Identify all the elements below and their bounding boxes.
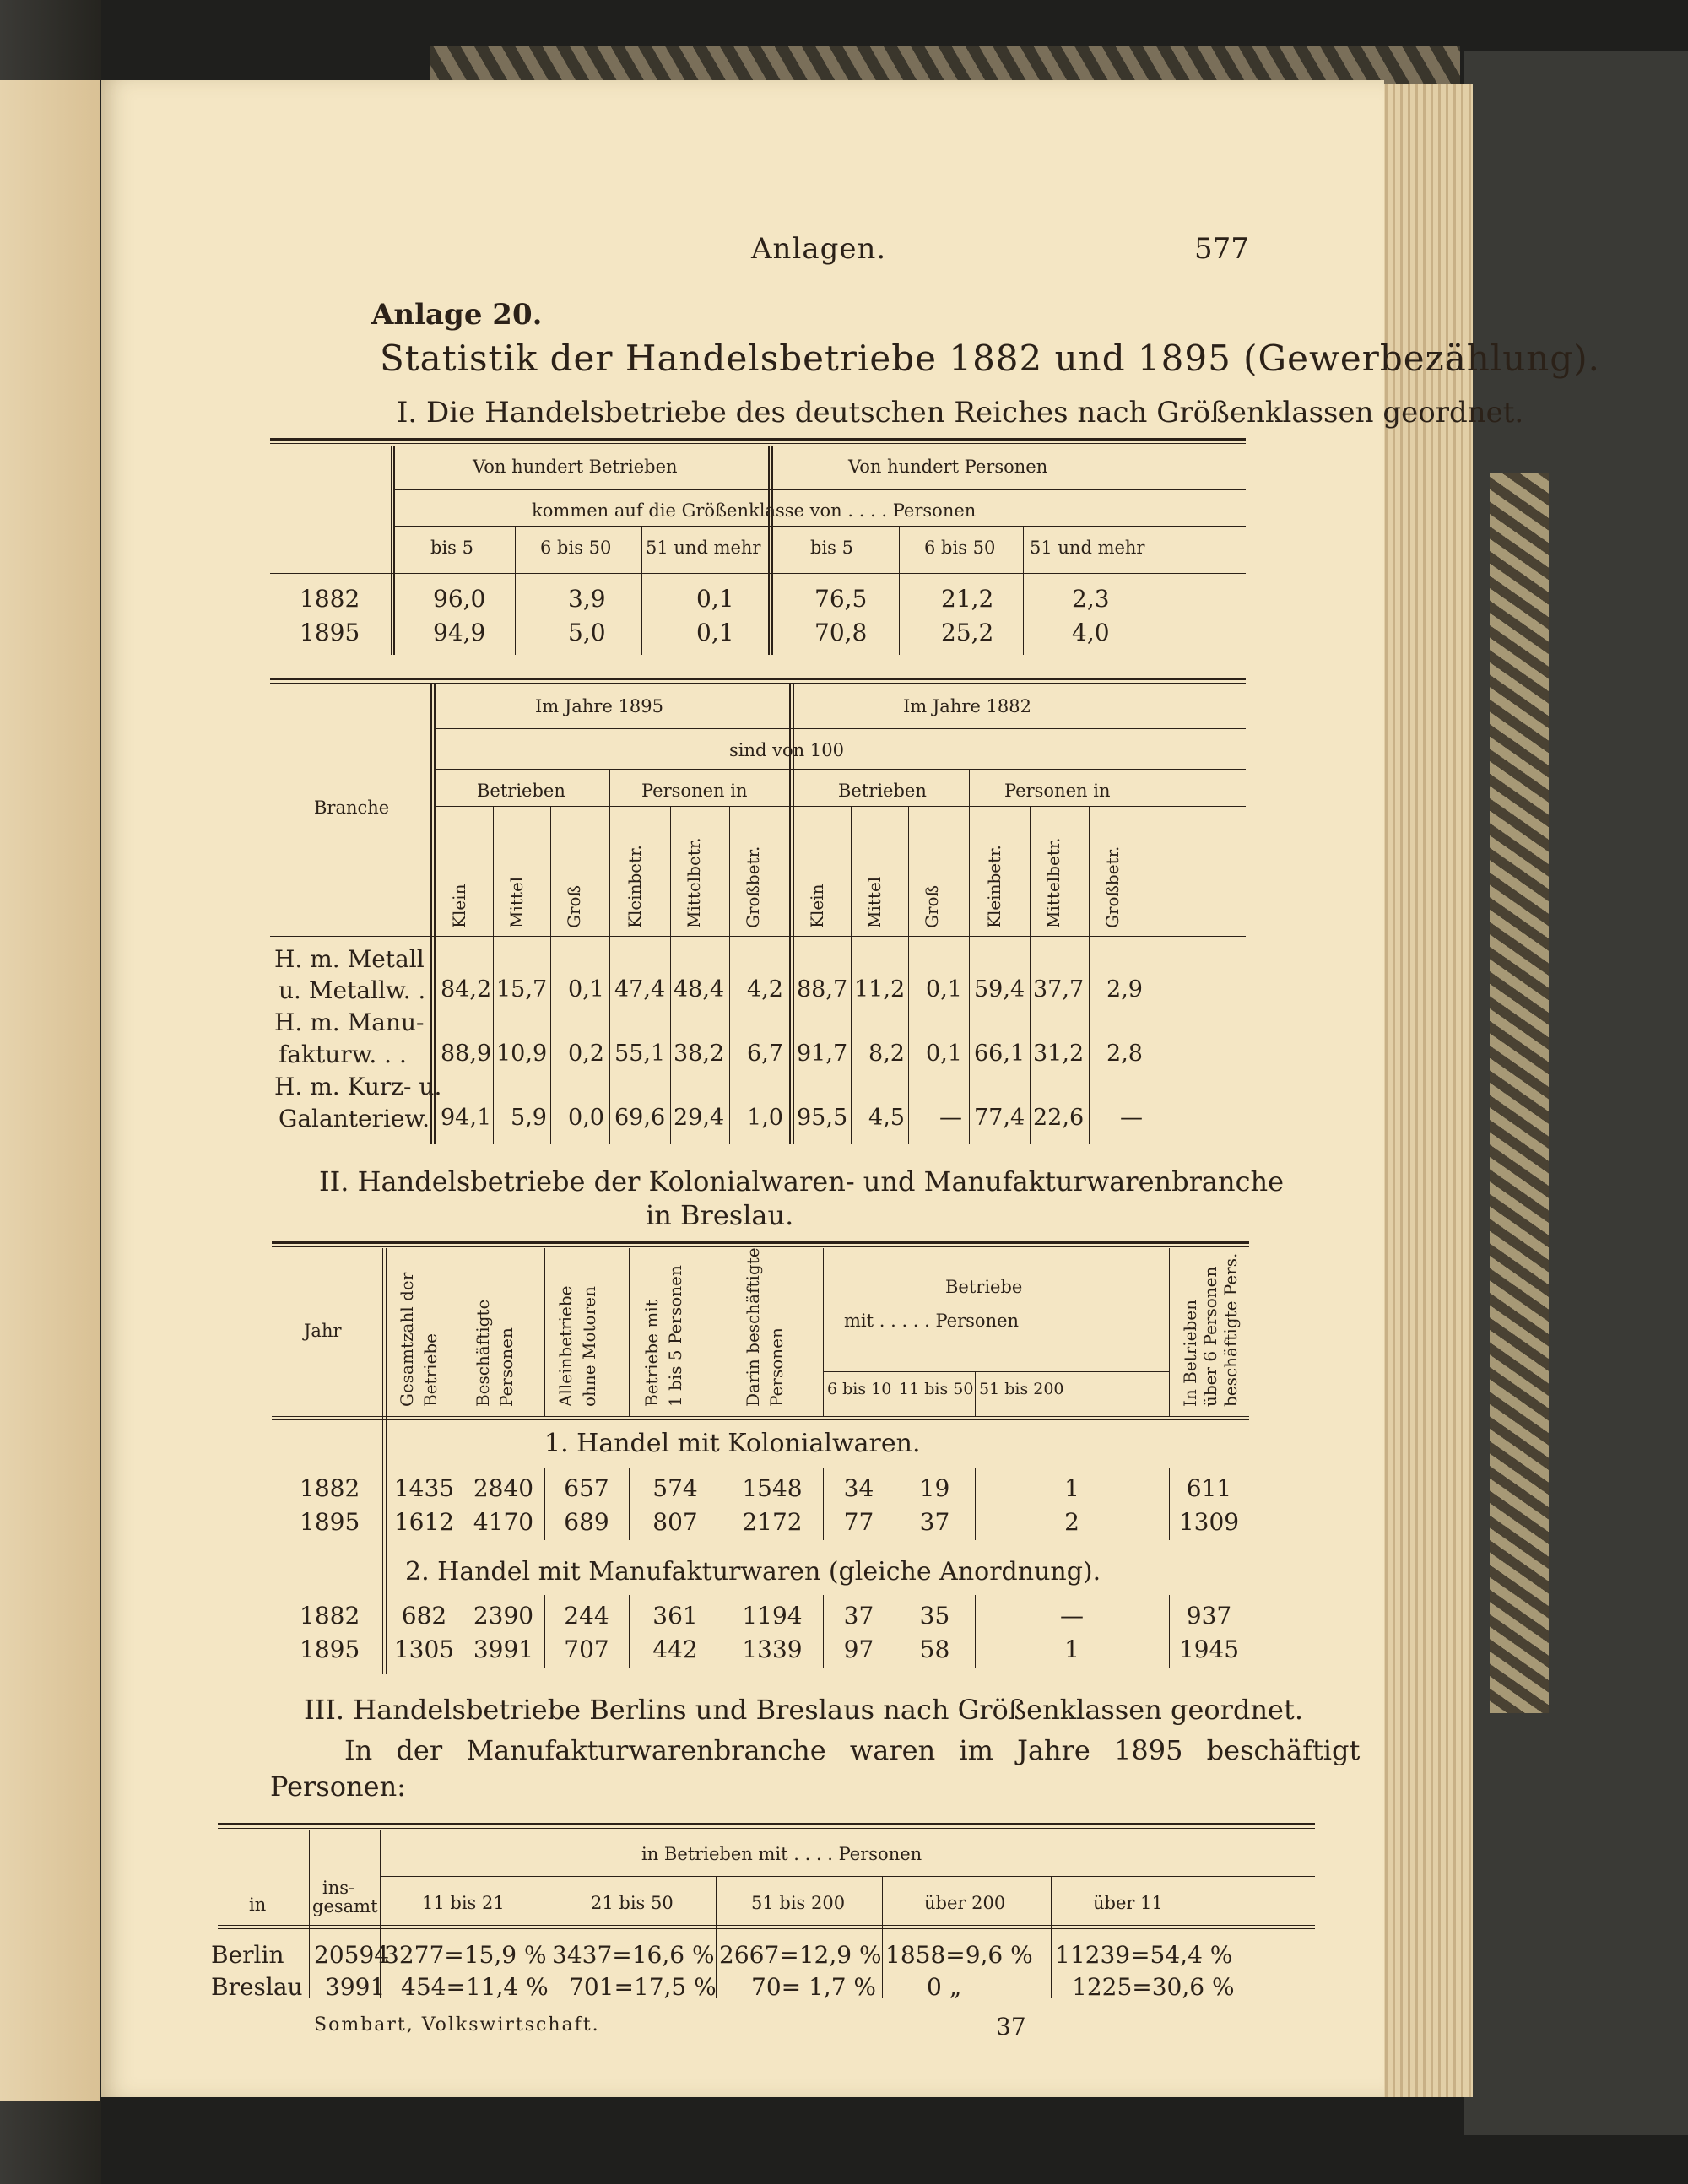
t2-cell: 0,0 [568,1105,604,1131]
t2-row-label: fakturw. . . [279,1041,407,1068]
t3-cell: 611 [1186,1474,1232,1502]
page-number: 577 [1194,232,1249,266]
t3-h-sub: 51 bis 200 [979,1380,1064,1398]
t3-h-gesamt: Gesamtzahl der [397,1272,417,1407]
t1-cell: 94,9 [433,619,486,646]
t2-col: Kleinbetr. [625,845,645,928]
page-title: Statistik der Handelsbetriebe 1882 und 1895 (Gewerbezählung). [380,338,1600,379]
t1-cell: 4,0 [1072,619,1110,646]
t3-h-besch-2: Personen [496,1327,517,1407]
t2-cell: 2,8 [1106,1041,1143,1067]
t2-personen-1895: Personen in [641,781,748,801]
t2-col: Mittelbetr. [1043,837,1063,928]
t2-row-label: H. m. Metall [274,945,425,973]
t1-cell: 0,1 [696,585,734,613]
t3-cell: 657 [564,1474,609,1502]
t4-h-ins-2: gesamt [312,1896,378,1916]
t3-cell: 1339 [742,1635,803,1663]
t3-part1-title: 1. Handel mit Kolonialwaren. [544,1429,921,1458]
t4-cell: 0 „ [927,1973,962,2001]
t3-cell: 37 [919,1508,950,1536]
t3-row-year: 1882 [300,1474,360,1502]
t2-col: Klein [449,884,469,928]
t3-h-gesamt-2: Betriebe [420,1333,441,1407]
t3-h-besch: Beschäftigte [473,1299,493,1407]
t3-h-darin: Darin beschäftigte [743,1247,763,1407]
t2-cell: 4,2 [747,976,783,1003]
t3-h-allein: Alleinbetriebe [555,1285,576,1407]
section-iii-text-2: Personen: [270,1770,406,1803]
t3-cell: 1435 [393,1474,455,1502]
t3-part2-title: 2. Handel mit Manufakturwaren (gleiche Anordnung). [405,1557,1101,1587]
t1-cell: 70,8 [814,619,868,646]
t2-cell: 0,1 [926,1041,962,1067]
t2-betrieben-1882: Betrieben [838,781,927,801]
t3-h-mit: mit . . . . . Personen [844,1311,1020,1331]
footer-signature: 37 [996,2013,1026,2041]
t3-cell: 1 [1064,1635,1079,1663]
t2-row-label: u. Metallw. . [279,976,426,1004]
t2-personen-1882: Personen in [1004,781,1111,801]
t4-city: Breslau [211,1973,303,2001]
t2-cell: 5,9 [511,1105,547,1131]
t1-col-3: 51 und mehr [646,538,761,558]
running-head: Anlagen. [751,232,887,266]
t3-cell: 2840 [473,1474,534,1502]
t4-col: über 11 [1093,1893,1163,1913]
t2-cell: 11,2 [854,976,906,1003]
t2-cell: 77,4 [974,1105,1025,1131]
t4-cell: 3437=16,6 % [552,1941,715,1969]
t4-cell: 3277=15,9 % [384,1941,547,1969]
t4-col: über 200 [924,1893,1006,1913]
t3-cell: 3991 [473,1635,534,1663]
t3-cell: 77 [843,1508,874,1536]
left-page-edge [0,80,100,2101]
t2-cell: 69,6 [614,1105,666,1131]
t3-h-betriebe: Betriebe [945,1277,1023,1297]
t1-cell: 76,5 [814,585,868,613]
section-ii-title: II. Handelsbetriebe der Kolonialwaren- und Manufakturwarenbranche [319,1165,1285,1197]
t2-cell: 0,1 [568,976,604,1003]
t3-h-darin-2: Personen [766,1327,787,1407]
t2-col: Kleinbetr. [984,845,1004,928]
t3-cell: 1194 [742,1602,803,1630]
t3-h-ueber6-3: beschäftigte Pers. [1220,1252,1241,1407]
t2-betrieben-1895: Betrieben [477,781,565,801]
t2-row-label: H. m. Kurz- u. [274,1073,442,1100]
t3-cell: 1309 [1178,1508,1240,1536]
t3-cell: 37 [843,1602,874,1630]
t3-jahr: Jahr [304,1321,342,1341]
t4-cell: 1225=30,6 % [1072,1973,1235,2001]
t3-cell: 97 [843,1635,874,1663]
section-ii-title-2: in Breslau. [646,1199,794,1231]
t3-h-ueber6: In Betrieben [1180,1299,1200,1407]
t4-city: Berlin [211,1941,284,1969]
t2-col: Mittelbetr. [684,837,704,928]
t2-cell: 8,2 [868,1041,905,1067]
t2-year-1895: Im Jahre 1895 [535,696,663,716]
t4-cell: 454=11,4 % [401,1973,549,2001]
t3-h-ueber6-2: über 6 Personen [1200,1266,1220,1407]
t2-cell: 91,7 [797,1041,848,1067]
t2-cell: 55,1 [614,1041,666,1067]
t3-h-1bis5: Betriebe mit [641,1300,662,1407]
t2-cell: 22,6 [1033,1105,1085,1131]
t2-cell: 88,7 [797,976,848,1003]
t4-cell: 1858=9,6 % [885,1941,1033,1969]
t2-year-1882: Im Jahre 1882 [903,696,1031,716]
t2-cell: 48,4 [674,976,725,1003]
t1-cell: 0,1 [696,619,734,646]
t3-cell: 574 [652,1474,698,1502]
t3-cell: 35 [919,1602,950,1630]
page-edges [1380,84,1473,2097]
t3-h-sub: 11 bis 50 [899,1380,974,1398]
t3-row-year: 1895 [300,1635,360,1663]
t3-cell: 1 [1064,1474,1079,1502]
t2-cell: 2,9 [1106,976,1143,1003]
t2-cell: 47,4 [614,976,666,1003]
marbled-endpaper-right [1490,473,1549,1713]
t1-cell: 25,2 [941,619,994,646]
t1-cell: 21,2 [941,585,994,613]
t3-cell: 2172 [742,1508,803,1536]
t1-subhead: kommen auf die Größenklasse von . . . . Personen [532,500,977,521]
t2-branche: Branche [314,797,390,818]
t2-cell: 0,2 [568,1041,604,1067]
t1-cell: 3,9 [568,585,606,613]
t3-cell: 2 [1064,1508,1079,1536]
t2-sind-von-100: sind von 100 [729,740,844,760]
t4-group: in Betrieben mit . . . . Personen [641,1844,922,1864]
t3-cell: 689 [564,1508,609,1536]
t2-col: Klein [807,884,827,928]
t4-cell: 2667=12,9 % [719,1941,882,1969]
t2-cell: — [939,1105,962,1131]
t2-cell: 31,2 [1033,1041,1085,1067]
t4-col: 21 bis 50 [591,1893,674,1913]
t2-col: Groß [922,885,942,928]
t4-cell: 701=17,5 % [569,1973,717,2001]
t3-cell: 1548 [742,1474,803,1502]
t2-cell: 15,7 [496,976,548,1003]
t1-cell: 96,0 [433,585,486,613]
t2-cell: 4,5 [868,1105,905,1131]
t2-row-label: Galanteriew. [279,1105,430,1133]
t2-cell: 38,2 [674,1041,725,1067]
t3-cell: 19 [919,1474,950,1502]
t3-cell: 361 [652,1602,698,1630]
t4-total: 20594 [314,1941,390,1969]
t1-group-personen: Von hundert Personen [848,457,1048,477]
t4-cell: 11239=54,4 % [1055,1941,1233,1969]
t4-cell: 70= 1,7 % [751,1973,877,2001]
t2-col: Großbetr. [1102,846,1123,928]
page [101,80,1600,2097]
t1-cell: 2,3 [1072,585,1110,613]
t1-col-4: bis 5 [810,538,853,558]
t2-cell: 95,5 [797,1105,848,1131]
t2-row-label: H. m. Manu- [274,1008,425,1036]
t2-cell: 37,7 [1033,976,1085,1003]
t3-cell: 707 [564,1635,609,1663]
t3-cell: 1945 [1178,1635,1240,1663]
t2-col: Mittel [506,876,527,928]
t1-col-5: 6 bis 50 [924,538,996,558]
t4-h-in: in [249,1895,267,1915]
t3-h-allein-2: ohne Motoren [579,1286,599,1407]
t4-col: 11 bis 21 [422,1893,505,1913]
t3-cell: 244 [564,1602,609,1630]
t2-cell: 84,2 [441,976,492,1003]
t2-cell: 0,1 [926,976,962,1003]
t3-row-year: 1882 [300,1602,360,1630]
t1-col-2: 6 bis 50 [540,538,612,558]
section-i-title: I. Die Handelsbetriebe des deutschen Reiches nach Größenklassen geordnet. [397,396,1524,430]
t2-col: Großbetr. [743,846,763,928]
t1-group-betriebe: Von hundert Betrieben [473,457,678,477]
t3-cell: 1305 [393,1635,455,1663]
t1-row-year: 1895 [300,619,360,646]
t2-cell: 94,1 [441,1105,492,1131]
footer-author: Sombart, Volkswirtschaft. [314,2014,600,2035]
t2-cell: 6,7 [747,1041,783,1067]
t3-cell: 937 [1186,1602,1232,1630]
t2-cell: 59,4 [974,976,1025,1003]
t4-h-ins: ins- [322,1878,355,1898]
t3-h-sub: 6 bis 10 [827,1380,892,1398]
t1-row-year: 1882 [300,585,360,613]
t2-cell: 1,0 [747,1105,783,1131]
t1-col-6: 51 und mehr [1030,538,1145,558]
t2-cell: 10,9 [496,1041,548,1067]
section-iii-title: III. Handelsbetriebe Berlins und Breslaus nach Größenklassen geordnet. [304,1694,1304,1726]
t1-cell: 5,0 [568,619,606,646]
t1-col-1: bis 5 [430,538,473,558]
t3-cell: — [1060,1602,1084,1630]
t2-cell: 88,9 [441,1041,492,1067]
t3-cell: 442 [652,1635,698,1663]
t3-cell: 682 [401,1602,447,1630]
t3-cell: 34 [843,1474,874,1502]
t3-cell: 58 [919,1635,950,1663]
t3-cell: 4170 [473,1508,534,1536]
section-iii-text: In der Manufakturwarenbranche waren im Jahre 1895 beschäftigt [344,1734,1361,1766]
t4-col: 51 bis 200 [751,1893,846,1913]
t2-cell: 66,1 [974,1041,1025,1067]
anlage-label: Anlage 20. [371,298,543,332]
t3-h-1bis5-2: 1 bis 5 Personen [665,1265,685,1407]
t2-col: Mittel [864,876,885,928]
t3-cell: 2390 [473,1602,534,1630]
t2-cell: 29,4 [674,1105,725,1131]
t3-cell: 1612 [393,1508,455,1536]
t2-cell: — [1120,1105,1143,1131]
t2-col: Groß [564,885,584,928]
t4-total: 3991 [325,1973,386,2001]
t3-row-year: 1895 [300,1508,360,1536]
t3-cell: 807 [652,1508,698,1536]
